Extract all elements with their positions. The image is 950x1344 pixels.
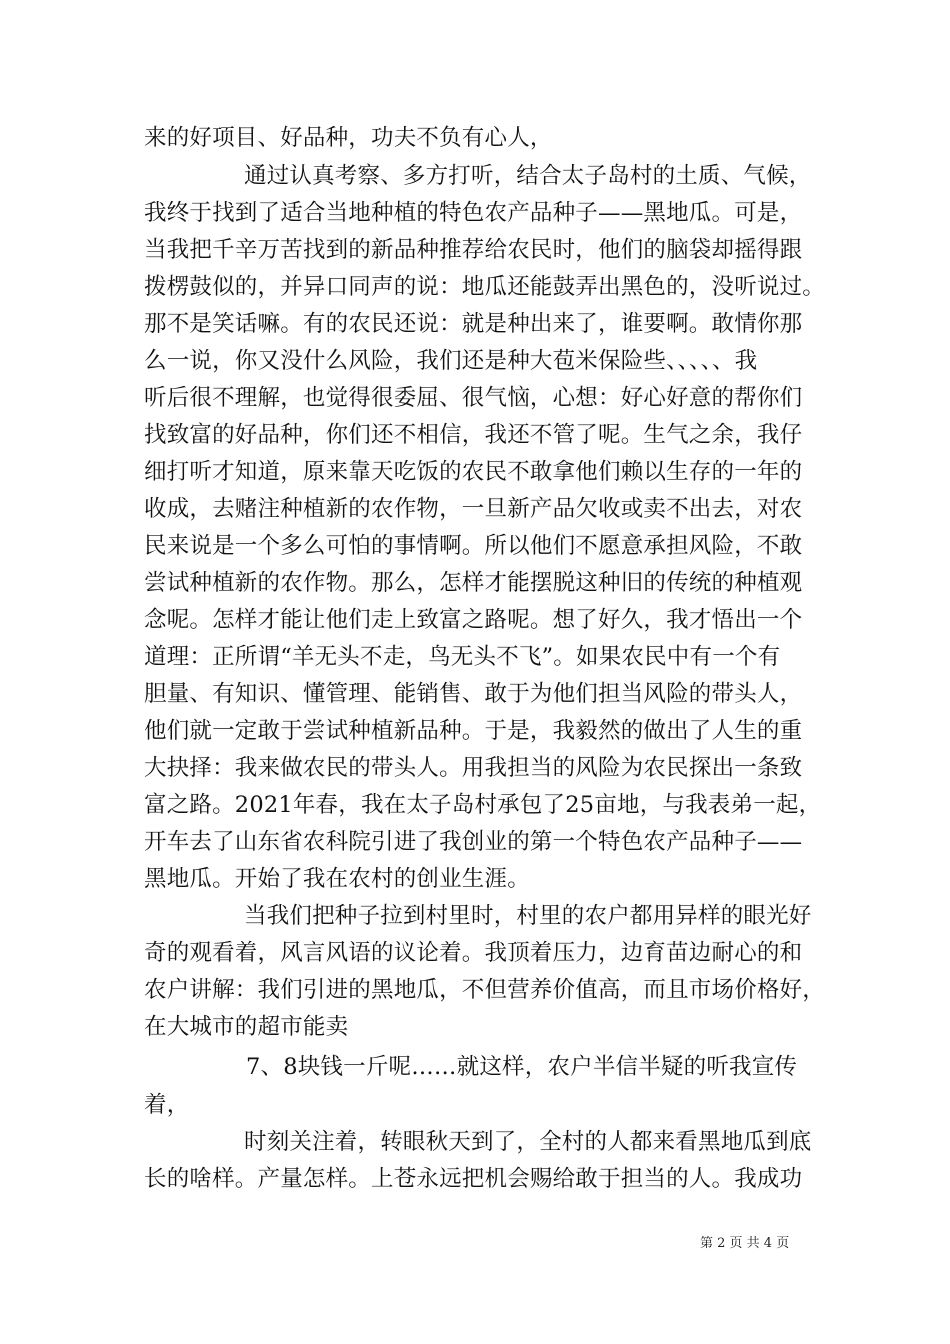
text-line: 民来说是一个多么可怕的事情啊。所以他们不愿意承担风险，不敢	[144, 533, 803, 559]
text-line: 收成，去赌注种植新的农作物，一旦新产品欠收或卖不出去，对农	[144, 496, 803, 522]
page-number-footer: 第 2 页 共 4 页	[700, 1236, 790, 1251]
text-line: 来的好项目、好品种，功夫不负有心人，	[144, 125, 553, 151]
text-line: 念呢。怎样才能让他们走上致富之路呢。想了好久，我才悟出一个	[144, 607, 803, 633]
text-line: 拨楞鼓似的，并异口同声的说：地瓜还能鼓弄出黑色的，没听说过。	[144, 274, 826, 300]
text-line: 细打听才知道，原来靠天吃饭的农民不敢拿他们赖以生存的一年的	[144, 459, 803, 485]
text-line: 我终于找到了适合当地种植的特色农产品种子——黑地瓜。可是，	[144, 200, 803, 226]
text-line: 当我们把种子拉到村里时，村里的农户都用异样的眼光好	[244, 903, 812, 929]
text-line: 农户讲解：我们引进的黑地瓜，不但营养价值高，而且市场价格好，	[144, 977, 826, 1003]
text-line: 么一说，你又没什么风险，我们还是种大苞米保险些、、、、、我	[144, 348, 758, 374]
text-line: 胆量、有知识、懂管理、能销售、敢于为他们担当风险的带头人，	[144, 681, 803, 707]
text-line: 他们就一定敢于尝试种植新品种。于是，我毅然的做出了人生的重	[144, 718, 803, 744]
text-line: 找致富的好品种，你们还不相信，我还不管了呢。生气之余，我仔	[144, 422, 803, 448]
text-line: 长的啥样。产量怎样。上苍永远把机会赐给敢于担当的人。我成功	[144, 1166, 803, 1192]
text-line: 尝试种植新的农作物。那么，怎样才能摆脱这种旧的传统的种植观	[144, 570, 803, 596]
text-line: 大抉择：我来做农民的带头人。用我担当的风险为农民探出一条致	[144, 755, 803, 781]
text-line: 7、8块钱一斤呢……就这样，农户半信半疑的听我宣传	[246, 1054, 798, 1080]
text-line: 时刻关注着，转眼秋天到了，全村的人都来看黑地瓜到底	[244, 1129, 812, 1155]
text-line: 黑地瓜。开始了我在农村的创业生涯。	[144, 866, 530, 892]
text-line: 听后很不理解，也觉得很委屈、很气恼，心想：好心好意的帮你们	[144, 385, 803, 411]
text-line: 当我把千辛万苦找到的新品种推荐给农民时，他们的脑袋却摇得跟	[144, 237, 803, 263]
text-line: 开车去了山东省农科院引进了我创业的第一个特色农产品种子——	[144, 829, 803, 855]
text-line: 着，	[144, 1092, 190, 1118]
text-line: 那不是笑话嘛。有的农民还说：就是种出来了，谁要啊。敢情你那	[144, 311, 803, 337]
text-line: 通过认真考察、多方打听，结合太子岛村的土质、气候，	[244, 163, 812, 189]
text-line: 奇的观看着，风言风语的议论着。我顶着压力，边育苗边耐心的和	[144, 940, 803, 966]
text-line: 道理：正所谓“羊无头不走，鸟无头不飞”。如果农民中有一个有	[144, 644, 781, 670]
text-line: 在大城市的超市能卖	[144, 1014, 349, 1040]
text-line: 富之路。2021年春，我在太子岛村承包了25亩地，与我表弟一起，	[144, 792, 822, 818]
